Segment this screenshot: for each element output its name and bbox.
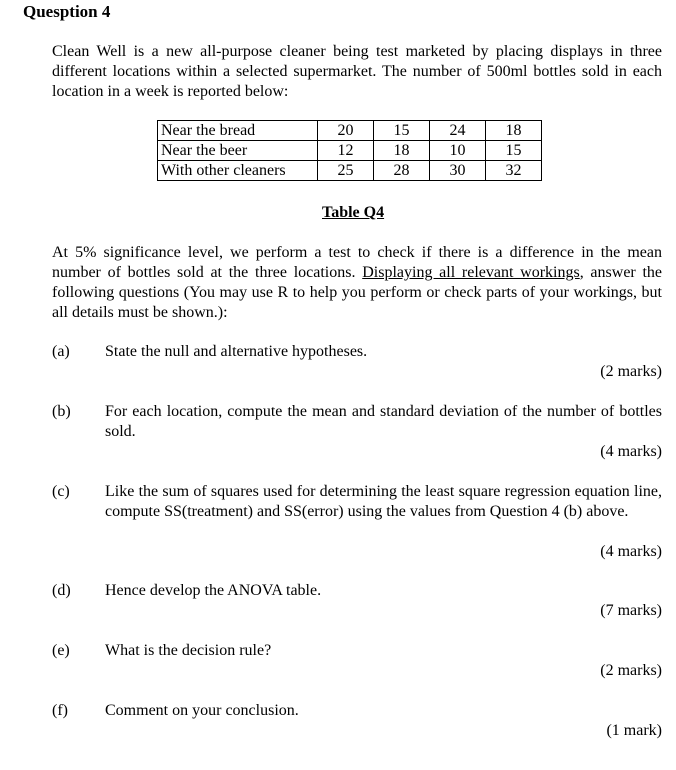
question-f-marks: (1 mark): [606, 722, 662, 739]
table-cell: 20: [318, 121, 374, 141]
table-cell: 28: [374, 161, 430, 181]
instructions-text-2: , answer the following questions (You may use R to help you perform or check parts of your workings, but all details must be shown.):: [52, 264, 663, 321]
table-cell: 25: [318, 161, 374, 181]
sales-table: [157, 120, 542, 181]
table-cell: 30: [430, 161, 486, 181]
question-b-marks: (4 marks): [600, 443, 662, 460]
table-cell: 15: [486, 141, 542, 161]
row-label: With other cleaners: [158, 161, 318, 181]
question-d-marks: (7 marks): [600, 602, 662, 619]
question-f-text: Comment on your conclusion.: [105, 702, 299, 719]
row-label: Near the beer: [158, 141, 318, 161]
question-d-text: Hence develop the ANOVA table.: [105, 582, 322, 599]
question-c-marks: (4 marks): [600, 543, 662, 560]
table-cell: 18: [486, 121, 542, 141]
intro-paragraph: Clean Well is a new all-purpose cleaner being test marketed by placing displays in three different locations within a selected supermarket. The number of 500ml bottles sold in each location in a week is reported below:: [52, 43, 662, 100]
question-e-label: (e): [52, 642, 70, 659]
question-b-label: (b): [52, 403, 71, 420]
instructions-paragraph: [52, 243, 662, 323]
question-c-label: (c): [52, 483, 70, 500]
question-e-text: What is the decision rule?: [105, 642, 272, 659]
question-b-text: For each location, compute the mean and standard deviation of the number of bottles sold.: [105, 403, 662, 440]
question-a-marks: (2 marks): [600, 363, 662, 380]
instructions-underlined: Displaying all relevant workings: [362, 264, 580, 281]
row-label: Near the bread: [158, 121, 318, 141]
table-row: [158, 161, 542, 181]
question-c-text: Like the sum of squares used for determining the least square regression equation line, compute SS(treatment) and SS(error) using the values from Question 4 (b) above.: [105, 483, 662, 520]
question-e-marks: (2 marks): [600, 662, 662, 679]
question-f-label: (f): [52, 702, 68, 719]
table-cell: 15: [374, 121, 430, 141]
question-a-text: State the null and alternative hypotheses.: [105, 343, 368, 360]
instructions-text-1: At 5% significance level, we perform a test to check if there is a difference in the mean number of bottles sold at the three locations.: [52, 244, 662, 281]
table-cell: 12: [318, 141, 374, 161]
question-heading: Quesption 4: [23, 2, 111, 21]
table-row: [158, 121, 542, 141]
table-row: [158, 141, 542, 161]
question-a-label: (a): [52, 343, 70, 360]
question-d-label: (d): [52, 582, 71, 599]
table-cell: 24: [430, 121, 486, 141]
table-cell: 18: [374, 141, 430, 161]
table-cell: 10: [430, 141, 486, 161]
table-caption: Table Q4: [322, 204, 385, 221]
table-cell: 32: [486, 161, 542, 181]
